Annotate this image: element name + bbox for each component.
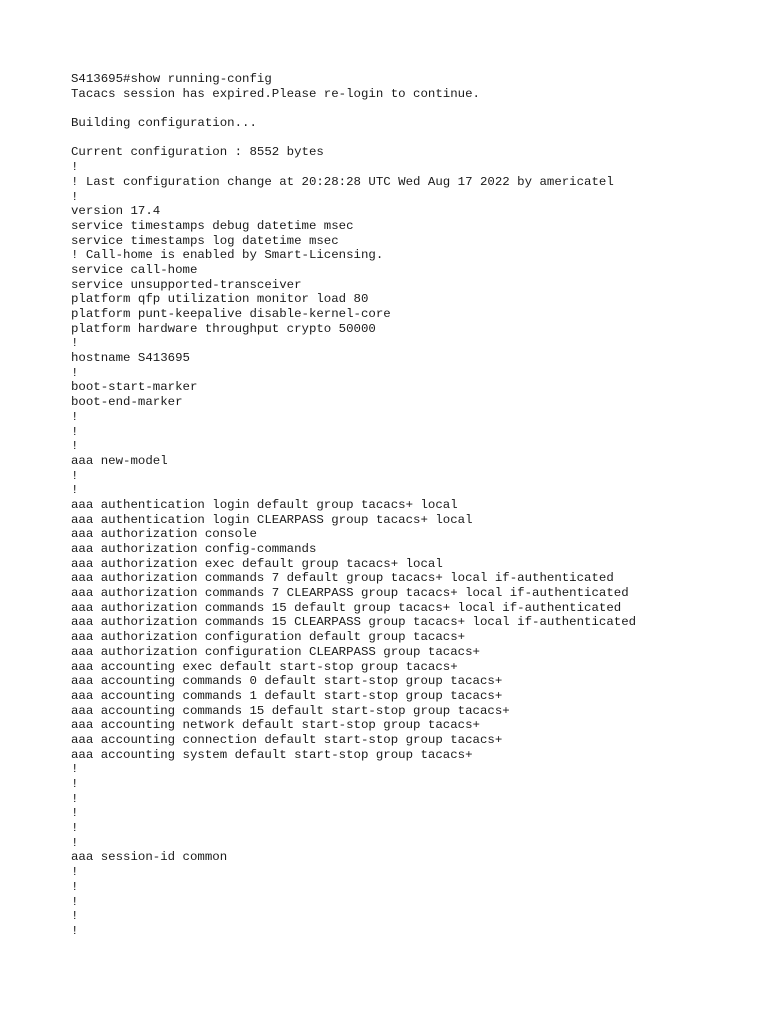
config-line: aaa authentication login CLEARPASS group tacacs+ local <box>71 512 473 527</box>
config-line: ! <box>71 365 79 380</box>
config-line: aaa accounting exec default start-stop group tacacs+ <box>71 659 458 674</box>
config-line: platform qfp utilization monitor load 80 <box>71 292 369 307</box>
config-line: ! <box>71 791 79 806</box>
config-line: service timestamps debug datetime msec <box>71 218 354 233</box>
config-line: ! <box>71 923 79 938</box>
running-config-output <box>71 72 751 939</box>
config-line: service call-home <box>71 262 198 277</box>
config-line: ! <box>71 894 79 909</box>
config-line: Building configuration... <box>71 116 257 131</box>
config-line: aaa authorization commands 15 default group tacacs+ local if-authenticated <box>71 600 622 615</box>
config-line: service unsupported-transceiver <box>71 277 302 292</box>
config-line: ! <box>71 909 79 924</box>
config-line: ! <box>71 189 79 204</box>
config-line: Current configuration : 8552 bytes <box>71 145 324 160</box>
config-line: ! <box>71 336 79 351</box>
config-line: ! Last configuration change at 20:28:28 UTC Wed Aug 17 2022 by americatel <box>71 174 614 189</box>
config-line: aaa accounting commands 0 default start-stop group tacacs+ <box>71 674 503 689</box>
config-line: aaa accounting commands 15 default start-stop group tacacs+ <box>71 703 510 718</box>
config-line: boot-start-marker <box>71 380 198 395</box>
config-line: ! <box>71 821 79 836</box>
config-line: ! <box>71 879 79 894</box>
config-line: ! <box>71 762 79 777</box>
config-line: hostname S413695 <box>71 351 190 366</box>
config-line: aaa authorization commands 7 default group tacacs+ local if-authenticated <box>71 571 614 586</box>
config-line: aaa authorization configuration CLEARPASS group tacacs+ <box>71 644 480 659</box>
config-line: ! <box>71 483 79 498</box>
config-line <box>71 101 751 116</box>
config-line: ! <box>71 439 79 454</box>
config-line: ! <box>71 409 79 424</box>
config-line: ! <box>71 865 79 880</box>
config-line: aaa authorization console <box>71 527 257 542</box>
config-line: ! <box>71 777 79 791</box>
config-line: service timestamps log datetime msec <box>71 233 339 248</box>
config-line: aaa authorization commands 7 CLEARPASS group tacacs+ local if-authenticated <box>71 586 629 601</box>
config-line: aaa authentication login default group tacacs+ local <box>71 497 458 512</box>
config-line: ! <box>71 160 79 175</box>
config-line: S413695#show running-config <box>71 72 272 86</box>
config-line: version 17.4 <box>71 204 161 219</box>
config-line: aaa accounting system default start-stop group tacacs+ <box>71 747 473 762</box>
config-line: aaa authorization commands 15 CLEARPASS group tacacs+ local if-authenticated <box>71 615 637 630</box>
config-line: platform hardware throughput crypto 50000 <box>71 321 376 336</box>
config-line: aaa accounting commands 1 default start-stop group tacacs+ <box>71 688 503 703</box>
config-line: aaa accounting connection default start-stop group tacacs+ <box>71 732 503 747</box>
config-line: aaa new-model <box>71 453 168 468</box>
config-line: Tacacs session has expired.Please re-login to continue. <box>71 86 480 101</box>
config-line: ! Call-home is enabled by Smart-Licensing. <box>71 248 384 263</box>
config-line: ! <box>71 468 79 483</box>
config-line <box>71 131 751 146</box>
config-line: aaa accounting network default start-stop group tacacs+ <box>71 718 480 733</box>
config-line: aaa authorization exec default group tacacs+ local <box>71 556 443 571</box>
config-line: ! <box>71 424 79 439</box>
config-line: ! <box>71 835 79 850</box>
config-line: aaa authorization config-commands <box>71 542 317 556</box>
config-line: boot-end-marker <box>71 395 183 410</box>
config-line: aaa authorization configuration default group tacacs+ <box>71 630 466 645</box>
config-line: aaa session-id common <box>71 850 228 865</box>
config-line: platform punt-keepalive disable-kernel-core <box>71 307 391 321</box>
config-line: ! <box>71 806 79 821</box>
